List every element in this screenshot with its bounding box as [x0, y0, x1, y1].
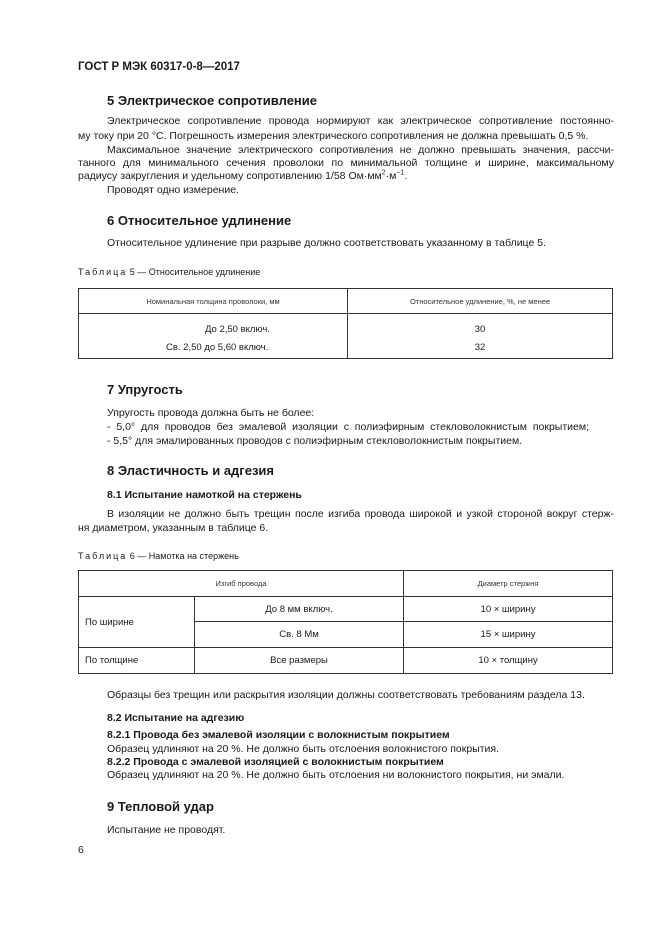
- section-5-title: 5 Электрическое сопротивление: [107, 93, 317, 108]
- table-6-cell-size: Все размеры: [195, 648, 404, 674]
- table-6-cell-diameter: 15 × ширину: [404, 622, 613, 648]
- section-9-title: 9 Тепловой удар: [107, 799, 214, 814]
- table-5-cell-elongation: 32: [348, 337, 613, 359]
- section-7-paragraph: Упругость провода должна быть не более:: [107, 407, 315, 419]
- table-6-header-diameter: Диаметр стержня: [404, 571, 613, 597]
- section-8-2-1-title: 8.2.1 Провода без эмалевой изоляции с волокнистым покрытием: [107, 729, 450, 741]
- table-6-cell-diameter: 10 × ширину: [404, 597, 613, 622]
- section-9-paragraph: Испытание не проводят.: [107, 824, 226, 836]
- section-8-2-title: 8.2 Испытание на адгезию: [107, 712, 245, 724]
- table-6-cell-size: Св. 8 Мм: [195, 622, 404, 648]
- section-5-paragraph-1-line-1: Электрическое сопротивление провода нормируют как электрическое сопротивление постоянно-: [107, 115, 614, 127]
- section-5-paragraph-3: Проводят одно измерение.: [107, 184, 239, 196]
- section-5-paragraph-2-line-2: танного для минимального сечения проволоки по минимальной толщине и ширине, максимальному: [78, 157, 614, 169]
- section-8-1-conclusion: Образцы без трещин или раскрытия изоляции должны соответствовать требованиям раздела 13.: [107, 689, 585, 701]
- table-5-header-elongation: Относительное удлинение, %, не менее: [348, 289, 613, 314]
- section-8-2-1-paragraph: Образец удлиняют на 20 %. Не должно быть отслоения волокнистого покрытия.: [107, 743, 500, 755]
- section-8-1-title: 8.1 Испытание намоткой на стержень: [107, 489, 302, 501]
- table-6-cell-size: До 8 мм включ.: [195, 597, 404, 622]
- table-6-cell-thickness-label: По толщине: [79, 648, 195, 674]
- section-5-paragraph-2-line-1: Максимальное значение электрического сопротивления не должно превышать значения, рассчи-: [107, 144, 614, 156]
- document-header: ГОСТ Р МЭК 60317-0-8—2017: [78, 61, 240, 73]
- table-5-cell-elongation: 30: [348, 314, 613, 337]
- section-6-title: 6 Относительное удлинение: [107, 213, 292, 228]
- section-8-1-paragraph-line-1: В изоляции не должно быть трещин после изгиба провода широкой и узкой стороной вокруг стерж-: [107, 508, 614, 520]
- section-8-2-2-paragraph: Образец удлиняют на 20 %. Не должно быть отслоения ни волокнистого покрытия, ни эмали.: [107, 769, 565, 781]
- table-6: [78, 570, 613, 674]
- table-5-cell-thickness: Св. 2,50 до 5,60 включ.: [79, 337, 348, 359]
- section-7-bullet-2: - 5,5° для эмалированных проводов с полиэфирным стекловолокнистым покрытием.: [107, 435, 523, 447]
- section-8-title: 8 Эластичность и адгезия: [107, 463, 274, 478]
- table-5-header-thickness: Номинальная толщина проволоки, мм: [79, 289, 348, 314]
- table-5: [78, 288, 613, 359]
- section-5-paragraph-2-line-3: радиусу закругления и удельному сопротивлению 1/58 $Ом\cdot мм^2\cdot м^{-1}$.: [78, 169, 408, 182]
- section-7-title: 7 Упругость: [107, 382, 183, 397]
- table-5-caption: Таблица 5 — Относительное удлинение: [78, 267, 261, 277]
- table-5-cell-thickness: До 2,50 включ.: [79, 314, 348, 337]
- section-8-2-2-title: 8.2.2 Провода с эмалевой изоляцией с волокнистым покрытием: [107, 756, 444, 768]
- table-6-cell-diameter: 10 × толщину: [404, 648, 613, 674]
- section-8-1-paragraph-line-2: ня диаметром, указанным в таблице 6.: [78, 522, 269, 534]
- table-6-caption: Таблица 6 — Намотка на стержень: [78, 551, 239, 561]
- page-number: 6: [78, 844, 84, 856]
- table-6-cell-width-label: По ширине: [79, 597, 195, 648]
- section-5-paragraph-1-line-2: му току при 20 °С. Погрешность измерения электрического сопротивления не должна превышать 0,5 %.: [78, 130, 589, 142]
- section-6-paragraph: Относительное удлинение при разрыве должно соответствовать указанному в таблице 5.: [107, 237, 546, 249]
- table-6-header-bend: Изгиб провода: [79, 571, 404, 597]
- section-7-bullet-1: - 5,0° для проводов без эмалевой изоляции с полиэфирным стекловолокнистым покрытием;: [107, 421, 589, 433]
